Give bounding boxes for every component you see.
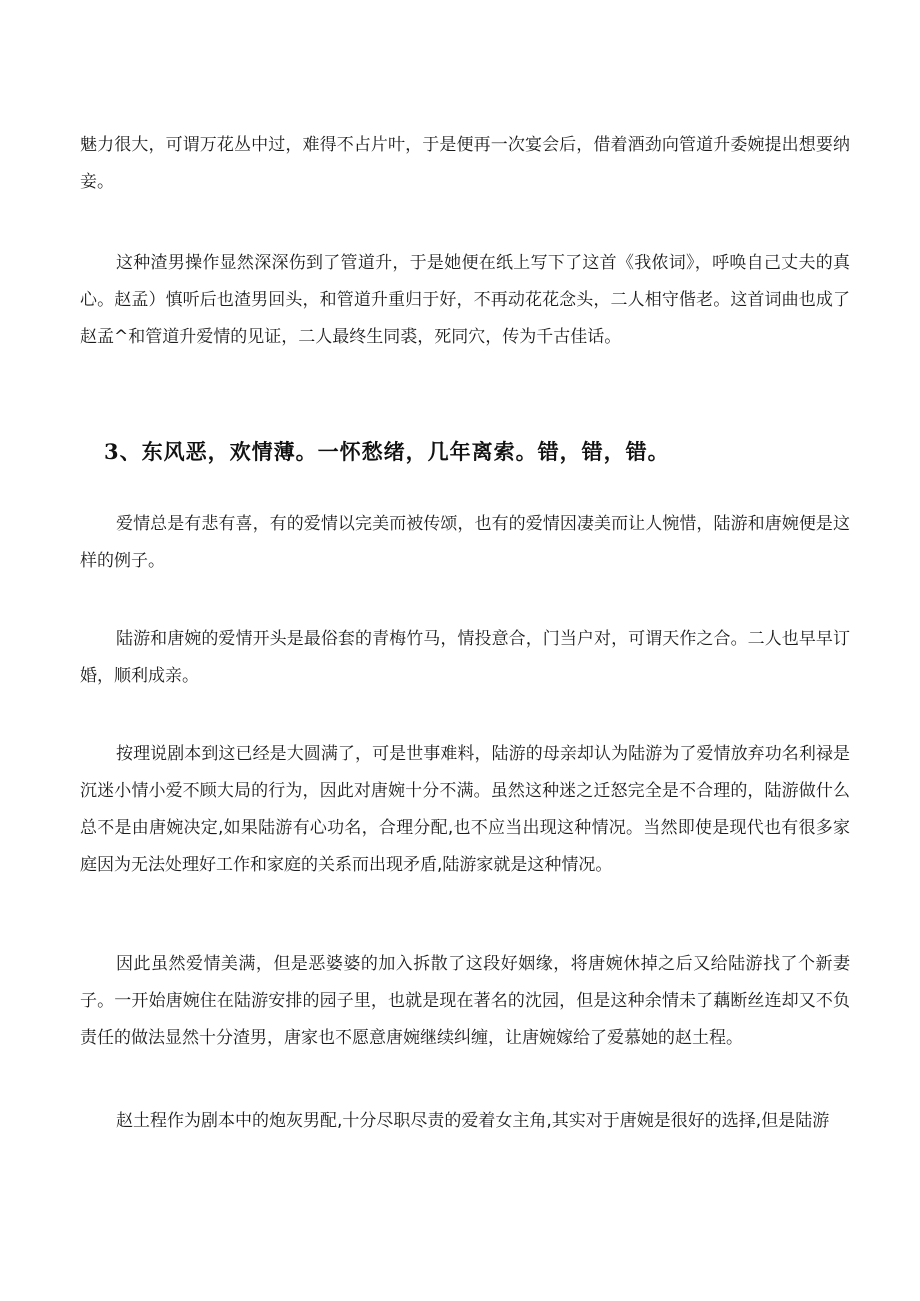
paragraph-5: 按理说剧本到这已经是大圆满了，可是世事难料，陆游的母亲却认为陆游为了爱情放弃功名利禄是沉迷小情小爱不顾大局的行为，因此对唐婉十分不满。虽然这种迷之迁怒完全是不合理的，陆游做什么总不是由唐婉决定,如果陆游有心功名，合理分配,也不应当出现这种情况。当然即使是现代也有很多家庭因为无法处理好工作和家庭的关系而出现矛盾,陆游家就是这种情况。 xyxy=(80,744,850,875)
paragraph-7: 赵土程作为剧本中的炮灰男配,十分尽职尽责的爱着女主角,其实对于唐婉是很好的选择,但是陆游 xyxy=(116,1111,830,1131)
paragraph-6: 因此虽然爱情美满，但是恶婆婆的加入拆散了这段好姻缘，将唐婉休掉之后又给陆游找了个新妻子。一开始唐婉住在陆游安排的园子里，也就是现在著名的沈园，但是这种余情未了藕断丝连却又不负责任的做法显然十分渣男，唐家也不愿意唐婉继续纠缠，让唐婉嫁给了爱慕她的赵土程。 xyxy=(80,954,850,1048)
paragraph-4: 陆游和唐婉的爱情开头是最俗套的青梅竹马，情投意合，门当户对，可谓天作之合。二人也早早订婚，顺利成亲。 xyxy=(80,629,850,686)
paragraph-3: 爱情总是有悲有喜，有的爱情以完美而被传颂，也有的爱情因凄美而让人惋惜，陆游和唐婉便是这样的例子。 xyxy=(80,514,850,571)
paragraph-1: 魅力很大，可谓万花丛中过，难得不占片叶，于是便再一次宴会后，借着酒劲向管道升委婉提出想要纳妾。 xyxy=(80,135,850,192)
paragraph-2: 这种渣男操作显然深深伤到了管道升，于是她便在纸上写下了这首《我侬词》，呼唤自己丈夫的真心。赵孟）慎听后也渣男回头，和管道升重归于好，不再动花花念头，二人相守偕老。这首词曲也成了赵孟^和管道升爱情的见证，二人最终生同裘，死同穴，传为千古佳话。 xyxy=(80,253,850,347)
section-heading-3: 3、东风恶，欢情薄。一怀愁绪，几年离索。错，错，错。 xyxy=(104,439,670,464)
